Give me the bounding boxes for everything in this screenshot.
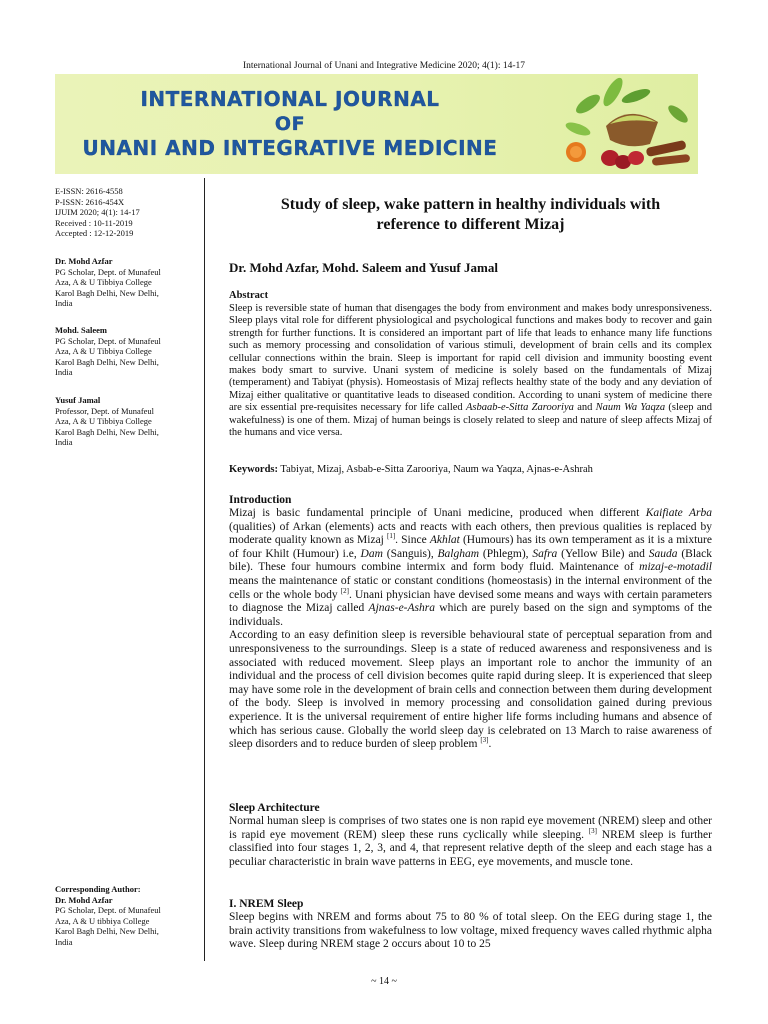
intro-paragraph: According to an easy definition sleep is reversible behavioural state of perceptual separation from and unresponsiveness to the surroundings. Sleep is a state of reduced awareness and responsiveness and is associated with reduced movement. Sleep plays an important role to anchor the immunity of an individual and the process of cell division becomes quite rapid during sleep. It is experienced that sleep may have some role in the development of brain cells and connection between them during development of the body. Sleep is involved in memory processing and consolidation gained during previous experience. It is the universal requirement of entire higher life forms including humans and absence of which has serious cause. Globally the world sleep day is celebrated on 13 March to raise awareness of sleep disorders and to reduce burden of sleep problem [3]. xyxy=(229,629,712,751)
author-affiliation-line: PG Scholar, Dept. of Munafeul xyxy=(55,905,161,916)
author-name: Dr. Mohd Azfar xyxy=(55,894,113,905)
citation: [1] xyxy=(387,532,396,541)
banner-title-line2: OF xyxy=(274,113,306,135)
introduction-heading: Introduction xyxy=(229,494,292,506)
abstract-heading: Abstract xyxy=(229,290,269,301)
author-affiliation-line: Aza, A & U Tibbiya College xyxy=(55,416,152,427)
keywords xyxy=(229,464,712,475)
article-meta xyxy=(55,186,203,239)
author-affiliation-line: Karol Bagh Delhi, New Delhi, xyxy=(55,426,159,437)
author-affiliation-line: Karol Bagh Delhi, New Delhi, xyxy=(55,926,159,937)
author-name: Yusuf Jamal xyxy=(55,395,101,405)
sleep-architecture-heading: Sleep Architecture xyxy=(229,802,320,814)
term-naum: Naum Wa Yaqza xyxy=(595,402,666,414)
pissn: P-ISSN: 2616-454X xyxy=(55,196,125,207)
author-name: Mohd. Saleem xyxy=(55,325,107,335)
article-authors: Dr. Mohd Azfar, Mohd. Saleem and Yusuf Jamal xyxy=(229,260,498,275)
corresponding-label: Corresponding Author: xyxy=(55,884,141,894)
article-sidebar xyxy=(55,178,205,961)
journal-banner xyxy=(55,74,698,174)
sleep-architecture-text: Normal human sleep is comprises of two states one is non rapid eye movement (NREM) sleep and other is rapid eye movement (REM) sleep these runs cyclically while sleeping. [3] NREM sleep is further classified into four stages 1, 2, 3, and 4, that represent relative depth of the sleep and each stage has a peculiar characteristic in brain wave patterns in EEG, eye movements, and muscle tone. xyxy=(229,815,712,868)
term-asbaab: Asbaab-e-Sitta Zarooriya xyxy=(465,402,574,414)
herbs-illustration xyxy=(518,74,698,174)
banner-title-line1: INTERNATIONAL JOURNAL xyxy=(140,87,440,111)
received-date: Received : 10-11-2019 xyxy=(55,217,133,228)
nrem-text: Sleep begins with NREM and forms about 75 to 80 % of total sleep. On the EEG during stage 1, the brain activity transitions from wakefulness to low voltage, mixed frequency waves called rhythmic alpha wave. Sleep during NREM stage 2 occurs about 10 to 25 xyxy=(229,911,712,951)
author-affiliation-line: Aza, A & U Tibbiya College xyxy=(55,346,152,357)
running-head: International Journal of Unani and Integrative Medicine 2020; 4(1): 14-17 xyxy=(242,61,525,71)
author-affiliation-line: PG Scholar, Dept. of Munafeul xyxy=(55,266,161,277)
author-affiliation-line: Professor, Dept. of Munafeul xyxy=(55,405,155,416)
keywords-label: Keywords: xyxy=(229,464,278,475)
page-number: ~ 14 ~ xyxy=(371,976,397,987)
introduction-text xyxy=(229,507,712,752)
citation: [3] xyxy=(588,826,597,835)
author-affiliation-line: Karol Bagh Delhi, New Delhi, xyxy=(55,356,159,367)
citation: [2] xyxy=(340,586,349,595)
intro-paragraph: Mizaj is basic fundamental principle of Unani medicine, produced when different Kaifiate Arba (qualities) of Arkan (elements) acts and reacts with each others, then previous qualities is replaced by moderate quality known as Mizaj [1]. Since Akhlat (Humours) has its own temperament as it is a mixture of four Khilt (Humour) i.e, Dam (Sanguis), Balgham (Phlegm), Safra (Yellow Bile) and Sauda (Black bile). These four humours combine intermix and form body fluid. Maintenance of mizaj-e-motadil means the maintenance of static or constant conditions (homeostasis) in the internal environment of the cells or the whole body [2]. Unani physician have devised some means and ways with certain parameters to diagnose the Mizaj called Ajnas-e-Ashra which are purely based on the sign and symptoms of the individuals. xyxy=(229,507,712,628)
abstract-text: Sleep is reversible state of human that disengages the body from environment and makes body unresponsiveness. Sleep plays vital role for different physiological and psychological functions and makes body to recover and gain strength for further functions. It is considered an important part of life that leads to enhance many life functions such as memory processing and consolidation of various stimuli, development of brain cells and its complex cellular connections within the brain. Sleep is important for rapid cell division and immunity boosting event makes body smart to survive. Unani system of medicine is solely based on the fundamentals of Mizaj (temperament) and Tabiyat (physis). Homeostasis of Mizaj reflects healthy state of the body and any deviation of Mizaj either qualitative or quantitative leads to diseased condition. According to unani system of medicine there are six essential pre-requisites necessary for life called Asbaab-e-Sitta Zarooriya and Naum Wa Yaqza (sleep and wakefulness) is one of them. Mizaj of human beings is closely related to sleep and nature of sleep affects Mizaj of the humans and vice versa. xyxy=(229,303,712,439)
journal-issue: IJUIM 2020; 4(1): 14-17 xyxy=(55,207,140,218)
author-affiliation-line: PG Scholar, Dept. of Munafeul xyxy=(55,335,161,346)
banner-title-line3: UNANI AND INTEGRATIVE MEDICINE xyxy=(82,136,498,160)
author-affiliation-line: Aza, A & U Tibbiya College xyxy=(55,277,152,288)
nrem-heading: I. NREM Sleep xyxy=(229,898,304,910)
accepted-date: Accepted : 12-12-2019 xyxy=(55,228,134,239)
title-line: Study of sleep, wake pattern in healthy individuals with xyxy=(280,196,661,213)
eissn: E-ISSN: 2616-4558 xyxy=(55,186,123,196)
citation: [3] xyxy=(480,736,489,745)
author-affiliation-line: Karol Bagh Delhi, New Delhi, xyxy=(55,287,159,298)
author-name: Dr. Mohd Azfar xyxy=(55,256,113,266)
title-line: reference to different Mizaj xyxy=(376,216,565,233)
article-title xyxy=(229,195,712,235)
author-affiliation-line: India xyxy=(55,936,73,947)
author-affiliation-line: India xyxy=(55,437,73,448)
sidebar-author xyxy=(55,325,201,378)
keywords-text: Tabiyat, Mizaj, Asbab-e-Sitta Zarooriya, Naum wa Yaqza, Ajnas-e-Ashrah xyxy=(278,464,593,475)
sidebar-author xyxy=(55,395,201,448)
corresponding-author xyxy=(55,884,201,948)
sidebar-author xyxy=(55,256,201,309)
author-affiliation-line: Aza, A & U tibbiya College xyxy=(55,915,150,926)
author-affiliation-line: India xyxy=(55,298,73,309)
author-affiliation-line: India xyxy=(55,367,73,378)
